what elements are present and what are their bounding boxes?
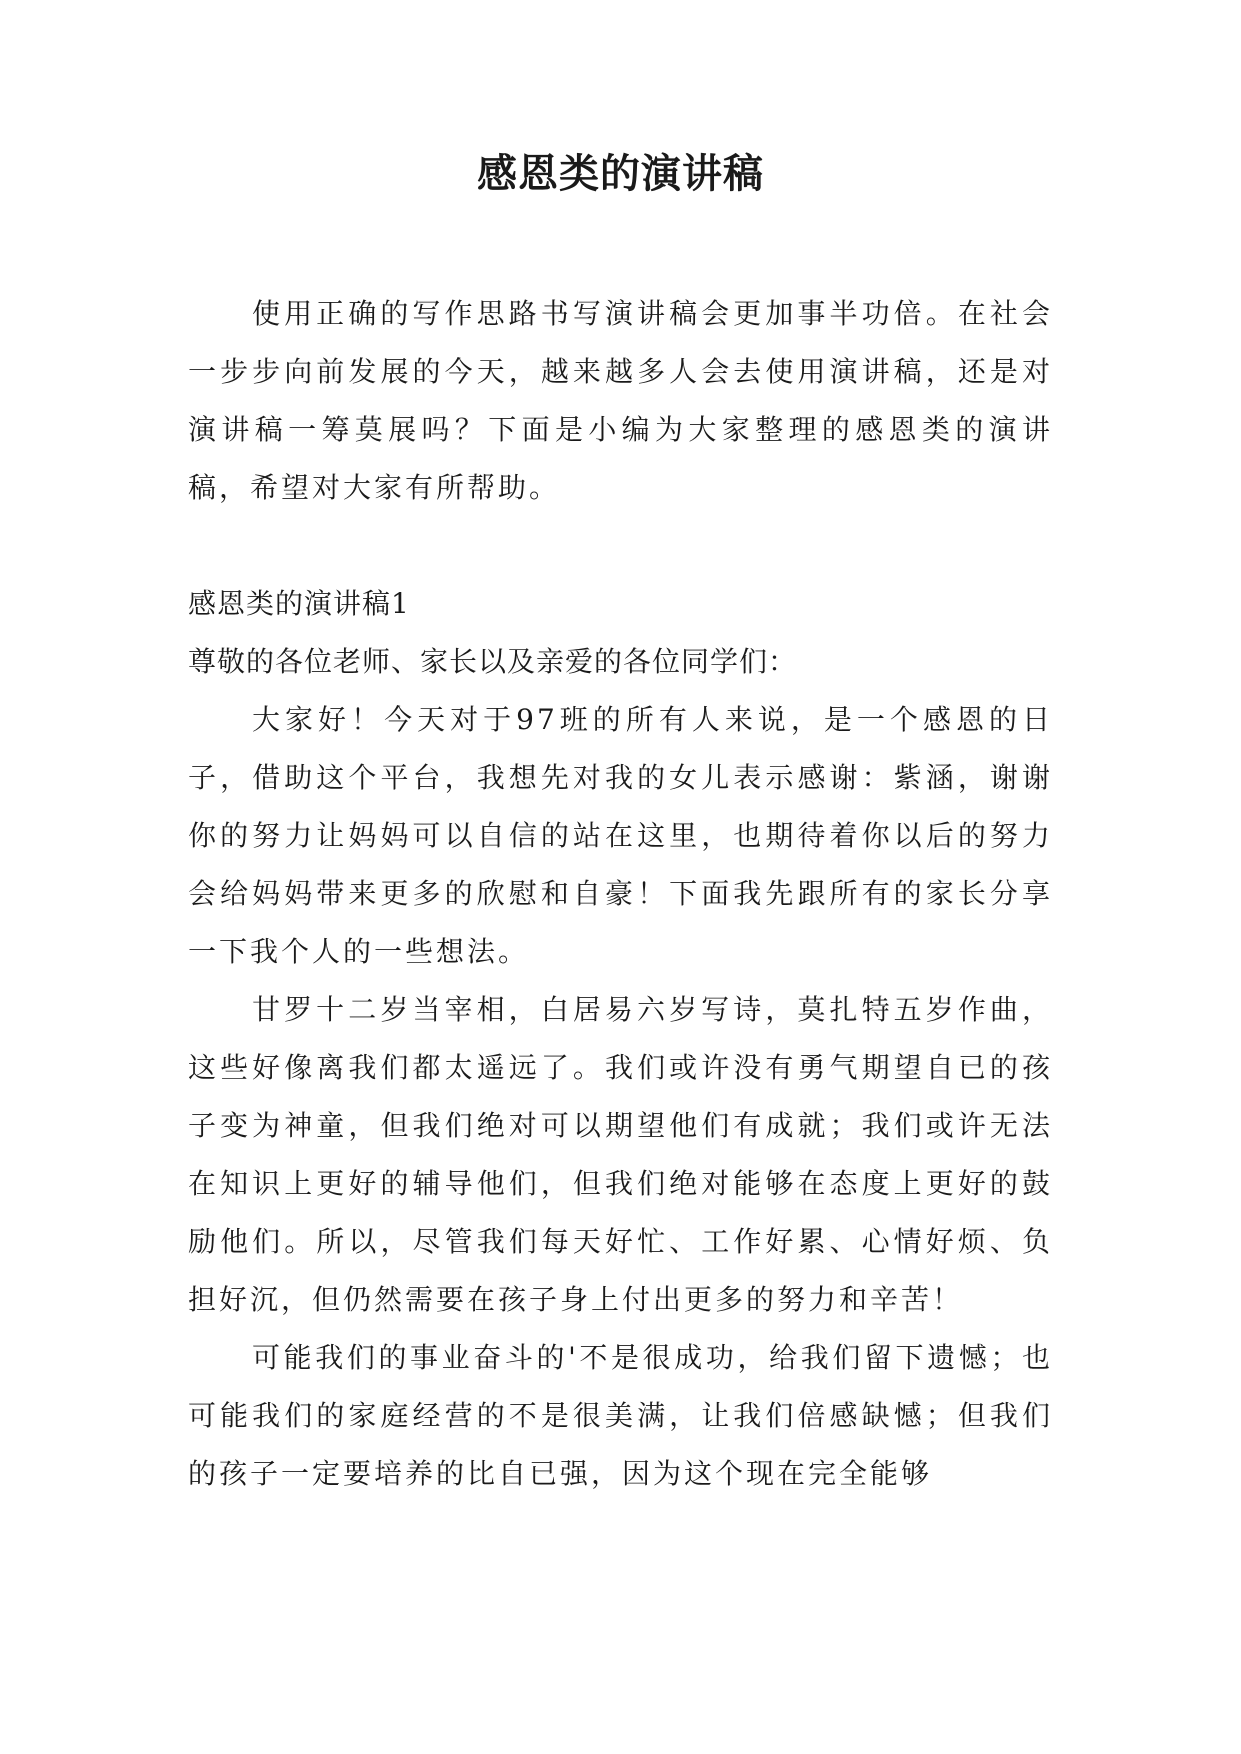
salutation: 尊敬的各位老师、家长以及亲爱的各位同学们：	[188, 645, 798, 678]
body-paragraph-1: 大家好！今天对于97班的所有人来说，是一个感恩的日子，借助这个平台，我想先对我的女儿表示感谢：紫涵，谢谢你的努力让妈妈可以自信的站在这里，也期待着你以后的努力会给妈妈带来更多的欣慰和自豪！下面我先跟所有的家长分享一下我个人的一些想法。	[188, 703, 1053, 968]
body-paragraph-2: 甘罗十二岁当宰相，白居易六岁写诗，莫扎特五岁作曲，这些好像离我们都太遥远了。我们或许没有勇气期望自已的孩子变为神童，但我们绝对可以期望他们有成就；我们或许无法在知识上更好的辅导他们，但我们绝对能够在态度上更好的鼓励他们。所以，尽管我们每天好忙、工作好累、心情好烦、负担好沉，但仍然需要在孩子身上付出更多的努力和辛苦！	[188, 993, 1053, 1316]
document-body	[188, 285, 1053, 1503]
body-paragraph-3: 可能我们的事业奋斗的'不是很成功，给我们留下遗憾；也可能我们的家庭经营的不是很美满，让我们倍感缺憾；但我们的孩子一定要培养的比自已强，因为这个现在完全能够	[188, 1341, 1053, 1490]
section-heading: 感恩类的演讲稿1	[188, 587, 410, 620]
document-title: 感恩类的演讲稿	[477, 151, 764, 197]
intro-paragraph: 使用正确的写作思路书写演讲稿会更加事半功倍。在社会一步步向前发展的今天，越来越多人会去使用演讲稿，还是对演讲稿一筹莫展吗？下面是小编为大家整理的感恩类的演讲稿，希望对大家有所帮助。	[188, 297, 1053, 504]
paragraph-spacer	[188, 517, 1053, 575]
